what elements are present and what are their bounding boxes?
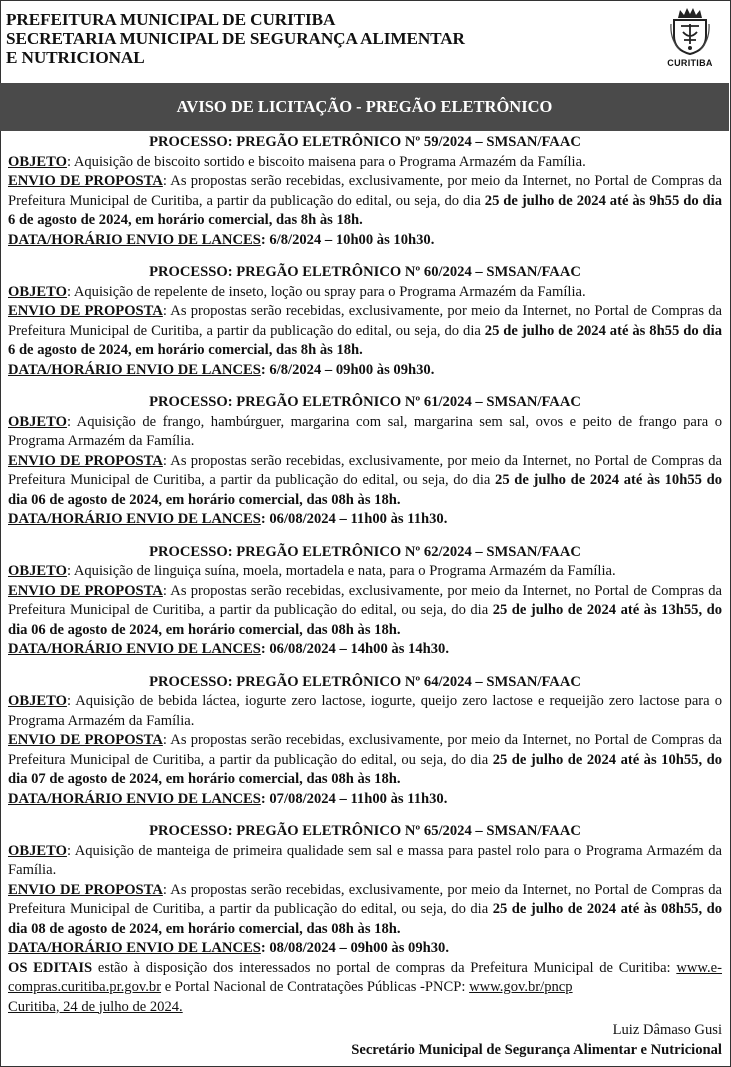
envio-paragraph bbox=[8, 881, 722, 940]
envio-text: : As propostas serão recebidas, exclusivamente, por meio da Internet, no Portal de Compras da Prefeitura Municipal de Curitiba, a partir da publicação do edital, ou seja, do dia bbox=[8, 582, 722, 618]
objeto-line bbox=[8, 153, 722, 173]
objeto-label: OBJETO bbox=[8, 693, 67, 709]
objeto-text: : Aquisição de frango, hambúrguer, margarina com sal, margarina sem sal, ovos e peito de frango para o Programa Armazém da Família. bbox=[8, 413, 722, 449]
lances-line bbox=[8, 510, 722, 530]
notice-banner: AVISO DE LICITAÇÃO - PREGÃO ELETRÔNICO bbox=[0, 83, 729, 131]
process-title: PROCESSO: PREGÃO ELETRÔNICO Nº 60/2024 – SMSAN/FAAC bbox=[149, 264, 581, 280]
objeto-label: OBJETO bbox=[8, 842, 67, 859]
objeto-paragraph bbox=[8, 692, 722, 731]
objeto-text: : Aquisição de manteiga de primeira qualidade sem sal e massa para pastel rolo para o Programa Armazém da Família. bbox=[8, 842, 722, 878]
objeto-text: : Aquisição de repelente de inseto, loção ou spray para o Programa Armazém da Família. bbox=[66, 283, 586, 300]
pncp-link[interactable]: www.gov.br/pncp bbox=[469, 979, 573, 995]
lances-line bbox=[8, 361, 722, 381]
envio-text: : As propostas serão recebidas, exclusivamente, por meio da Internet, no Portal de Compras da Prefeitura Municipal de Curitiba, a partir da publicação do edital, ou seja, do dia bbox=[8, 173, 722, 209]
lances-value: : 07/08/2024 – 11h00 às 11h30. bbox=[260, 790, 448, 807]
envio-label: ENVIO DE PROPOSTA bbox=[8, 732, 163, 748]
process-block bbox=[8, 263, 722, 380]
envio-paragraph bbox=[8, 582, 722, 641]
envio-text: : As propostas serão recebidas, exclusivamente, por meio da Internet, no Portal de Compras da Prefeitura Municipal de Curitiba, a partir da publicação do edital, ou seja, do dia bbox=[8, 303, 722, 339]
lances-value: : 06/08/2024 – 11h00 às 11h30. bbox=[260, 511, 448, 527]
envio-dates: 25 de julho de 2024 até às 8h55 do dia 6 de agosto de 2024, em horário comercial, das 8h às 18h. bbox=[8, 322, 723, 358]
date-text: Curitiba, 24 de julho de 2024. bbox=[8, 998, 183, 1015]
envio-dates: 25 de julho de 2024 até às 13h55, do dia 06 de agosto de 2024, em horário comercial, das 08h às 18h. bbox=[8, 602, 723, 638]
objeto-label: OBJETO bbox=[8, 413, 67, 430]
envio-label: ENVIO DE PROPOSTA bbox=[8, 582, 163, 599]
coat-of-arms-icon bbox=[670, 6, 710, 56]
notice-body bbox=[8, 133, 722, 1060]
lances-line bbox=[8, 231, 722, 251]
objeto-paragraph bbox=[8, 413, 722, 452]
envio-label: ENVIO DE PROPOSTA bbox=[8, 173, 163, 189]
pncp-text: e Portal Nacional de Contratações Públicas -PNCP: bbox=[161, 979, 470, 995]
objeto-text: : Aquisição de linguiça suína, moela, mortadela e nata, para o Programa Armazém da Família. bbox=[66, 563, 616, 579]
footer bbox=[8, 959, 722, 1061]
lances-label: DATA/HORÁRIO ENVIO DE LANCES bbox=[8, 231, 261, 248]
envio-dates: 25 de julho de 2024 até às 08h55, do dia 08 de agosto de 2024, em horário comercial, das 08h às 18h. bbox=[8, 901, 723, 937]
lances-label: DATA/HORÁRIO ENVIO DE LANCES bbox=[8, 361, 261, 378]
lances-line bbox=[8, 640, 722, 660]
process-block bbox=[8, 673, 722, 810]
envio-text: : As propostas serão recebidas, exclusivamente, por meio da Internet, no Portal de Compras da Prefeitura Municipal de Curitiba, a partir da publicação do edital, ou seja, do dia bbox=[8, 732, 722, 768]
signer-name: Luiz Dâmaso Gusi bbox=[612, 1022, 722, 1038]
lances-line bbox=[8, 790, 722, 810]
lances-value: : 06/08/2024 – 14h00 às 14h30. bbox=[260, 641, 449, 657]
envio-dates: 25 de julho de 2024 até às 9h55 do dia 6 de agosto de 2024, em horário comercial, das 8h às 18h. bbox=[8, 192, 723, 228]
org-line-2: SECRETARIA MUNICIPAL DE SEGURANÇA ALIMENTAR bbox=[6, 29, 465, 48]
lances-value: : 6/8/2024 – 10h00 às 10h30. bbox=[260, 231, 435, 248]
envio-paragraph bbox=[8, 731, 722, 790]
ecompras-link[interactable]: www.e-compras.curitiba.pr.gov.br bbox=[8, 959, 722, 995]
envio-label: ENVIO DE PROPOSTA bbox=[8, 452, 163, 469]
curitiba-logo bbox=[660, 6, 720, 76]
editais-paragraph bbox=[8, 959, 722, 998]
process-block bbox=[8, 543, 722, 660]
lances-label: DATA/HORÁRIO ENVIO DE LANCES bbox=[8, 641, 261, 657]
process-title: PROCESSO: PREGÃO ELETRÔNICO Nº 59/2024 – SMSAN/FAAC bbox=[149, 134, 581, 150]
envio-dates: 25 de julho de 2024 até às 10h55 do dia 06 de agosto de 2024, em horário comercial, das 08h às 18h. bbox=[8, 472, 722, 508]
lances-value: : 08/08/2024 – 09h00 às 09h30. bbox=[260, 940, 449, 956]
process-title: PROCESSO: PREGÃO ELETRÔNICO Nº 62/2024 – SMSAN/FAAC bbox=[149, 543, 581, 560]
lances-value: : 6/8/2024 – 09h00 às 09h30. bbox=[260, 361, 435, 378]
envio-text: : As propostas serão recebidas, exclusivamente, por meio da Internet, no Portal de Compras da Prefeitura Municipal de Curitiba, a partir da publicação do edital, ou seja, do dia bbox=[8, 881, 722, 917]
objeto-label: OBJETO bbox=[8, 153, 67, 170]
organization-name bbox=[6, 10, 465, 67]
logo-text: CURITIBA bbox=[667, 58, 713, 68]
objeto-paragraph bbox=[8, 842, 722, 881]
envio-paragraph bbox=[8, 452, 722, 511]
lances-label: DATA/HORÁRIO ENVIO DE LANCES bbox=[8, 790, 261, 807]
editais-label: OS EDITAIS bbox=[8, 959, 93, 976]
lances-label: DATA/HORÁRIO ENVIO DE LANCES bbox=[8, 940, 261, 956]
objeto-label: OBJETO bbox=[8, 563, 67, 579]
lances-line bbox=[8, 939, 722, 959]
date-line bbox=[8, 998, 722, 1018]
process-block bbox=[8, 393, 722, 530]
signer-role: Secretário Municipal de Segurança Alimentar e Nutricional bbox=[351, 1041, 722, 1058]
objeto-text: : Aquisição de biscoito sortido e biscoito maisena para o Programa Armazém da Família. bbox=[66, 153, 586, 170]
process-title: PROCESSO: PREGÃO ELETRÔNICO Nº 65/2024 – SMSAN/FAAC bbox=[149, 823, 581, 839]
objeto-label: OBJETO bbox=[8, 283, 67, 300]
process-title: PROCESSO: PREGÃO ELETRÔNICO Nº 61/2024 – SMSAN/FAAC bbox=[149, 394, 581, 410]
lances-label: DATA/HORÁRIO ENVIO DE LANCES bbox=[8, 511, 261, 527]
envio-dates: 25 de julho de 2024 até às 10h55, do dia 07 de agosto de 2024, em horário comercial, das 08h às 18h. bbox=[8, 751, 723, 787]
objeto-line bbox=[8, 283, 722, 303]
editais-text: estão à disposição dos interessados no portal de compras da Prefeitura Municipal de Curitiba: bbox=[92, 959, 671, 976]
process-title: PROCESSO: PREGÃO ELETRÔNICO Nº 64/2024 – SMSAN/FAAC bbox=[149, 673, 581, 690]
objeto-line bbox=[8, 562, 722, 582]
process-block bbox=[8, 822, 722, 959]
objeto-text: : Aquisição de bebida láctea, iogurte zero lactose, iogurte, queijo zero lactose e requeijão zero lactose para o Programa Armazém da Família. bbox=[8, 693, 722, 729]
header bbox=[0, 0, 729, 82]
envio-paragraph bbox=[8, 172, 722, 231]
org-line-1: PREFEITURA MUNICIPAL DE CURITIBA bbox=[6, 10, 336, 29]
envio-label: ENVIO DE PROPOSTA bbox=[8, 881, 163, 898]
envio-text: : As propostas serão recebidas, exclusivamente, por meio da Internet, no Portal de Compras da Prefeitura Municipal de Curitiba, a partir da publicação do edital, ou seja, do dia bbox=[8, 452, 722, 488]
org-line-3: E NUTRICIONAL bbox=[6, 48, 145, 67]
envio-paragraph bbox=[8, 302, 722, 361]
process-block bbox=[8, 133, 722, 250]
envio-label: ENVIO DE PROPOSTA bbox=[8, 303, 163, 319]
